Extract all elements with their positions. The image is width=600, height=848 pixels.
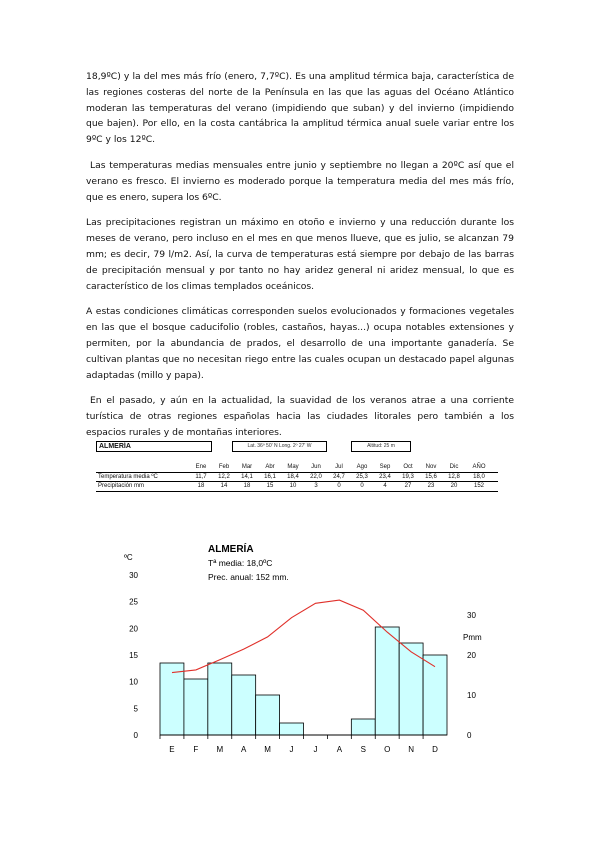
month-header: Sep bbox=[379, 464, 391, 470]
temp-cell: 25,3 bbox=[356, 474, 368, 480]
temp-cell: 12,8 bbox=[448, 474, 460, 480]
station-altitude: Altitud: 25 m bbox=[351, 441, 411, 452]
x-tick-label: N bbox=[408, 745, 415, 754]
y-tick-label: 25 bbox=[129, 597, 138, 607]
y-tick-label: 20 bbox=[129, 624, 138, 634]
precipitation-bar bbox=[184, 679, 208, 735]
y-right-tick-label: 0 bbox=[467, 731, 472, 740]
station-latlong: Lat. 36º 50' N Long. 2º 27' W bbox=[232, 441, 327, 452]
temp-cell: 23,4 bbox=[379, 474, 391, 480]
y-axis-right-ticks bbox=[467, 611, 476, 740]
x-tick-label: A bbox=[241, 745, 247, 754]
month-header: May bbox=[287, 464, 299, 470]
month-header: Jul bbox=[335, 464, 343, 470]
y-axis-right-label: Pmm bbox=[463, 633, 482, 642]
month-header: Dic bbox=[449, 464, 459, 470]
y-right-tick-label: 10 bbox=[467, 691, 476, 700]
month-header: Feb bbox=[218, 464, 230, 470]
month-header: Mar bbox=[241, 464, 253, 470]
prec-cell: 0 bbox=[360, 483, 364, 489]
precipitation-bar bbox=[280, 723, 304, 735]
temp-cell: 18,0 bbox=[473, 474, 485, 480]
month-header: Jun bbox=[311, 464, 321, 470]
month-header: Ene bbox=[195, 464, 207, 470]
month-header: AÑO bbox=[472, 464, 486, 470]
precipitation-bar bbox=[351, 719, 375, 735]
y-tick-label: 5 bbox=[133, 704, 138, 714]
prec-cell: 20 bbox=[450, 483, 458, 489]
chart-title: ALMERÍA bbox=[208, 544, 254, 555]
paragraph-5: En el pasado, y aún en la actualidad, la suavidad de los veranos atrae a una corriente turística de otras regiones españolas hacia las ciudades litorales pero también a los espacios rurales y de montañas interiores. bbox=[86, 395, 514, 438]
x-axis-ticks bbox=[169, 745, 438, 754]
precipitation-bar bbox=[160, 663, 184, 735]
prec-cell: 18 bbox=[243, 483, 251, 489]
prec-cell: 14 bbox=[220, 483, 228, 489]
precipitation-bar bbox=[256, 695, 280, 735]
month-header: Ago bbox=[356, 464, 368, 470]
x-tick-label: O bbox=[384, 745, 391, 754]
paragraph-2: Las temperaturas medias mensuales entre junio y septiembre no llegan a 20ºC así que el verano es fresco. El invierno es moderado porque la temperatura media del mes más frío, que es enero, supera los 6ºC. bbox=[86, 159, 514, 203]
x-tick-label: M bbox=[216, 745, 224, 754]
prec-cell: 15 bbox=[266, 483, 274, 489]
month-header: Abr bbox=[265, 464, 275, 470]
y-right-tick-label: 20 bbox=[467, 651, 476, 660]
precipitation-bar bbox=[232, 675, 256, 735]
temperature-row-label: Temperatura media ºC bbox=[98, 474, 158, 480]
y-right-tick-label: 30 bbox=[467, 611, 476, 620]
chart-subtitle-temp: Tª media: 18,0ºC bbox=[208, 558, 273, 568]
x-tick-label: F bbox=[193, 745, 199, 754]
precipitation-row-label: Precipitación mm bbox=[98, 483, 145, 489]
temp-cell: 18,4 bbox=[287, 474, 299, 480]
x-tick-label: S bbox=[360, 745, 366, 754]
prec-cell: 10 bbox=[289, 483, 297, 489]
x-tick-label: A bbox=[336, 745, 343, 754]
temp-cell: 22,0 bbox=[310, 474, 322, 480]
prec-cell: 18 bbox=[197, 483, 205, 489]
paragraph-1: 18,9ºC) y la del mes más frío (enero, 7,7ºC). Es una amplitud térmica baja, característica de las regiones costeras del norte de la Península en las que las aguas del Océano Atlántico moderan las temperaturas del verano (impidiendo que suban) y del invierno (impidiendo que bajen). Por ello, en la costa cantábrica la amplitud térmica anual suele variar entre los 9ºC y los 12ºC. bbox=[86, 71, 514, 146]
paragraph-3: Las precipitaciones registran un máximo en otoño e invierno y una reducción durante los meses de verano, pero incluso en el mes en que menos llueve, que es julio, se alcanzan 79 mm; es decir, 79 l/m2. Así, la curva de temperaturas está siempre por debajo de las barras de precipitación mensual y por tanto no hay aridez general ni aridez mensual, lo que es característico de los climas templados oceánicos. bbox=[86, 217, 514, 292]
x-tick-label: E bbox=[169, 745, 175, 754]
prec-cell: 27 bbox=[404, 483, 412, 489]
precipitation-bar bbox=[423, 655, 447, 735]
precipitation-bars bbox=[160, 627, 447, 735]
temp-cell: 11,7 bbox=[195, 474, 207, 480]
temp-cell: 12,2 bbox=[218, 474, 230, 480]
temp-cell: 16,1 bbox=[264, 474, 276, 480]
x-axis-tickmarks bbox=[160, 735, 423, 739]
prec-cell: 3 bbox=[314, 483, 318, 489]
temp-cell: 24,7 bbox=[333, 474, 345, 480]
temp-cell: 15,6 bbox=[425, 474, 437, 480]
prec-cell: 4 bbox=[383, 483, 387, 489]
precipitation-bar bbox=[375, 627, 399, 735]
prec-cell: 0 bbox=[337, 483, 341, 489]
prec-cell: 152 bbox=[473, 483, 484, 489]
month-header: Oct bbox=[403, 464, 413, 470]
temp-cell: 14,1 bbox=[241, 474, 253, 480]
y-tick-label: 0 bbox=[133, 731, 138, 740]
x-tick-label: J bbox=[313, 745, 318, 754]
station-name: ALMERÍA bbox=[96, 441, 212, 452]
x-tick-label: J bbox=[289, 745, 294, 754]
temp-cell: 19,3 bbox=[402, 474, 414, 480]
y-axis-label: ºC bbox=[124, 553, 133, 562]
chart-subtitle-prec: Prec. anual: 152 mm. bbox=[208, 572, 289, 582]
y-tick-label: 30 bbox=[129, 571, 138, 580]
precipitation-bar bbox=[208, 663, 232, 735]
x-tick-label: M bbox=[264, 745, 271, 754]
y-tick-label: 15 bbox=[129, 651, 138, 660]
paragraph-4: A estas condiciones climáticas corresponden suelos evolucionados y formaciones vegetales en las que el bosque caducifolio (robles, castaños, hayas...) ocupa notables extensiones y permiten, por la abundancia de prados, el desarrollo de una importante ganadería. Se cultivan plantas que no necesitan riego entre las cuales ocupan un destacado papel algunas adaptadas (millo y papa). bbox=[86, 306, 514, 381]
month-header: Nov bbox=[425, 464, 437, 470]
x-tick-label: D bbox=[432, 745, 438, 754]
y-tick-label: 10 bbox=[129, 677, 138, 687]
prec-cell: 23 bbox=[427, 483, 435, 489]
y-axis-ticks bbox=[129, 571, 138, 740]
